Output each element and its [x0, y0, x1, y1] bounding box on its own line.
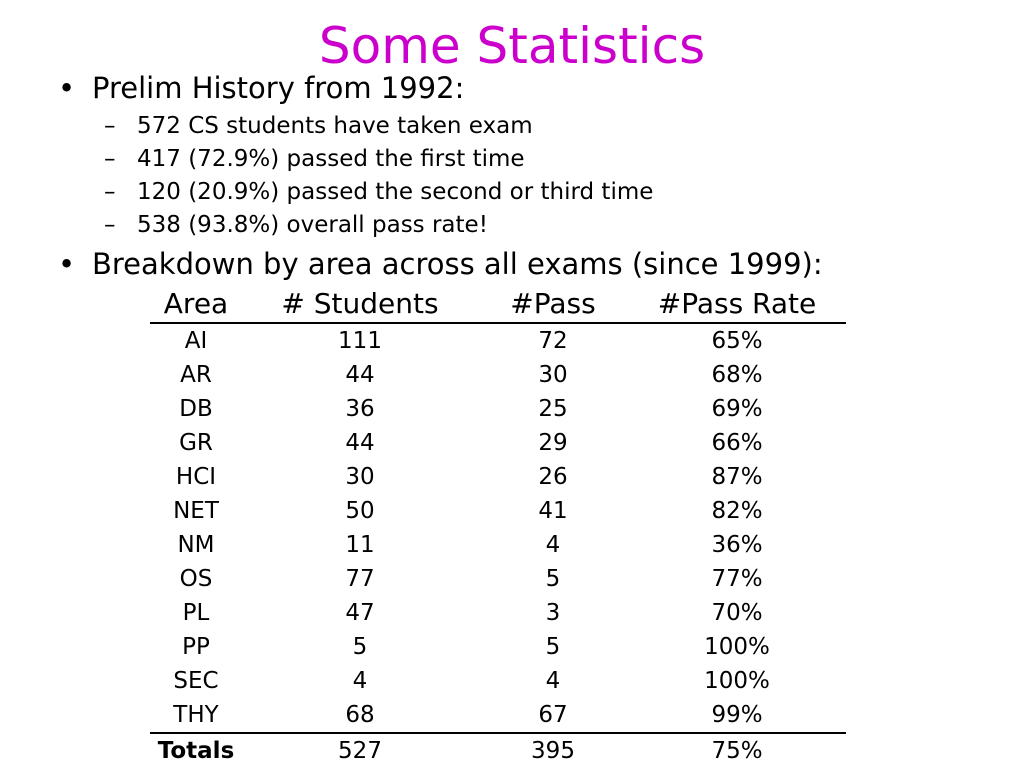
column-header-students: # Students [242, 286, 478, 323]
totals-row [150, 733, 846, 768]
cell-pass-rate: 82% [711, 497, 763, 524]
cell-students: 11 [345, 531, 375, 558]
totals-pass: 395 [478, 733, 628, 768]
sub-item-overall [104, 209, 653, 242]
cell-pass: 72 [538, 327, 568, 354]
cell-pass: 5 [545, 633, 561, 660]
totals-pass-rate: 75% [628, 733, 846, 768]
bullet-breakdown [58, 246, 823, 282]
cell-pass-rate: 100% [704, 667, 770, 694]
cell-pass: 4 [545, 667, 561, 694]
cell-pass: 5 [545, 565, 561, 592]
table-row [150, 664, 846, 698]
cell-pass-rate: 69% [711, 395, 763, 422]
cell-students: 44 [345, 429, 375, 456]
table-row [150, 630, 846, 664]
cell-area: PP [182, 633, 210, 660]
dash-icon: – [104, 113, 116, 139]
sub-item-text: 417 (72.9%) passed the first time [137, 146, 525, 172]
dash-icon: – [104, 179, 116, 205]
sub-item-text: 538 (93.8%) overall pass rate! [137, 212, 488, 238]
cell-students: 47 [345, 599, 375, 626]
cell-pass: 3 [545, 599, 561, 626]
dash-icon: – [104, 212, 116, 238]
cell-pass-rate: 36% [711, 531, 763, 558]
cell-pass: 26 [538, 463, 568, 490]
sub-item-second-third [104, 176, 653, 209]
cell-students: 50 [345, 497, 375, 524]
cell-students: 5 [352, 633, 368, 660]
table-header-row [150, 286, 846, 323]
table-row [150, 528, 846, 562]
cell-area: DB [179, 395, 213, 422]
totals-label: Totals [150, 733, 242, 768]
bullet-breakdown-text: Breakdown by area across all exams (since 1999): [92, 247, 823, 281]
cell-students: 44 [345, 361, 375, 388]
dash-icon: – [104, 146, 116, 172]
bullet-prelim-history [58, 70, 464, 106]
cell-pass: 4 [545, 531, 561, 558]
cell-pass-rate: 66% [711, 429, 763, 456]
cell-pass: 25 [538, 395, 568, 422]
cell-area: AI [184, 327, 208, 354]
cell-pass: 41 [538, 497, 568, 524]
cell-pass: 29 [538, 429, 568, 456]
prelim-sub-list [104, 110, 653, 242]
cell-students: 68 [345, 701, 375, 728]
sub-item-text: 572 CS students have taken exam [137, 113, 533, 139]
table-row [150, 460, 846, 494]
cell-students: 4 [352, 667, 368, 694]
cell-pass-rate: 68% [711, 361, 763, 388]
cell-pass-rate: 100% [704, 633, 770, 660]
cell-students: 111 [338, 327, 382, 354]
totals-students: 527 [242, 733, 478, 768]
bullet-icon: • [58, 247, 76, 281]
cell-area: GR [179, 429, 213, 456]
sub-item-first-time [104, 143, 653, 176]
column-header-pass: #Pass [478, 286, 628, 323]
cell-pass: 30 [538, 361, 568, 388]
cell-area: OS [179, 565, 213, 592]
bullet-prelim-text: Prelim History from 1992: [92, 71, 465, 105]
cell-students: 36 [345, 395, 375, 422]
cell-students: 77 [345, 565, 375, 592]
column-header-area: Area [150, 286, 242, 323]
table-row [150, 426, 846, 460]
table-row [150, 358, 846, 392]
table-row [150, 596, 846, 630]
cell-area: NM [177, 531, 215, 558]
slide-title: Some Statistics [318, 17, 706, 75]
cell-pass-rate: 65% [711, 327, 763, 354]
cell-students: 30 [345, 463, 375, 490]
column-header-pass-rate: #Pass Rate [628, 286, 846, 323]
cell-area: NET [173, 497, 219, 524]
bullet-icon: • [58, 71, 76, 105]
sub-item-text: 120 (20.9%) passed the second or third time [137, 179, 654, 205]
table-row [150, 323, 846, 358]
cell-area: HCI [175, 463, 217, 490]
cell-area: AR [180, 361, 212, 388]
cell-pass-rate: 87% [711, 463, 763, 490]
cell-area: PL [182, 599, 210, 626]
area-stats-table [150, 286, 846, 768]
table-row [150, 494, 846, 528]
sub-item-students [104, 110, 653, 143]
cell-pass-rate: 70% [711, 599, 763, 626]
cell-area: THY [173, 701, 219, 728]
cell-pass-rate: 77% [711, 565, 763, 592]
cell-area: SEC [173, 667, 219, 694]
table-row [150, 698, 846, 733]
table-row [150, 562, 846, 596]
table-row [150, 392, 846, 426]
cell-pass: 67 [538, 701, 568, 728]
cell-pass-rate: 99% [711, 701, 763, 728]
